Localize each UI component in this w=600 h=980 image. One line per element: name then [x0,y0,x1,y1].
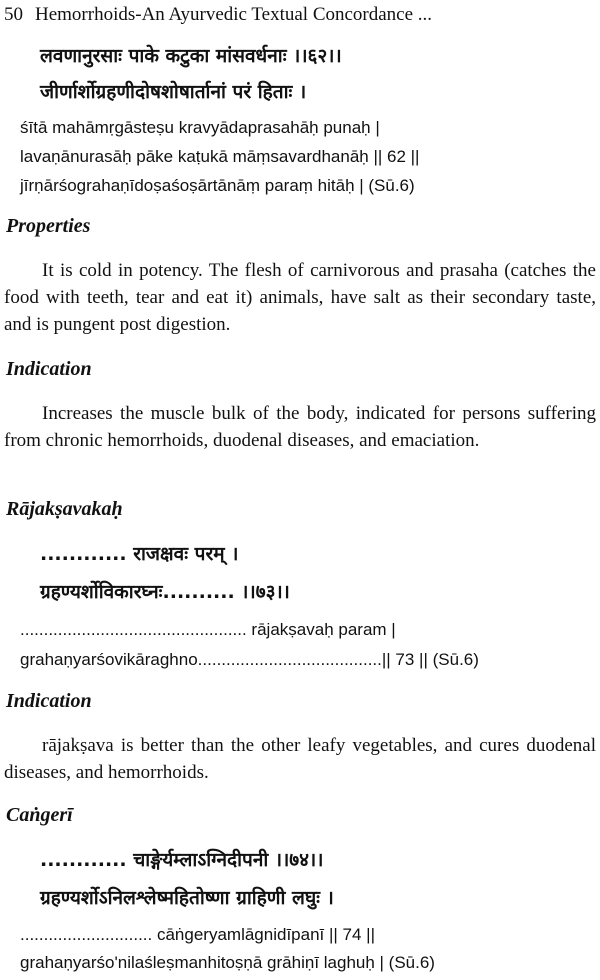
transliteration-line: jīrṇārśograhaṇīdoṣaśoṣārtānāṃ paraṃ hitāḥ | (Sū.6) [20,176,415,195]
transliteration-line: ................................................ rājakṣavaḥ param | [20,620,396,639]
sanskrit-verse-line: जीर्णार्शोग्रहणीदोषशोषार्तानां परं हिताः । [40,81,307,103]
running-title: Hemorrhoids-An Ayurvedic Textual Concordance ... [35,4,433,25]
transliteration-line: grahaṇyarśovikāraghno.......................................|| 73 || (Sū.6) [20,650,479,669]
properties-paragraph: It is cold in potency. The flesh of carnivorous and prasaha (catches the food with teeth, tear and eat it) animals, have salt as their secondary taste, and is pungent post digestion. [4,260,596,335]
section-heading-properties: Properties [6,215,91,237]
running-header [4,4,432,26]
transliteration-line: grahaṇyarśo'nilaśleṣmanhitoṣṇā grāhiṇī laghuḥ | (Sū.6) [20,953,435,972]
section-heading-indication: Indication [6,358,92,380]
section-heading-cangeri: Caṅgerī [6,804,73,826]
sanskrit-verse-line: लवणानुरसाः पाके कटुका मांसवर्धनाः ।।६२।। [40,45,342,67]
sanskrit-verse-line: ............ राजक्षवः परम् । [40,543,239,565]
transliteration-line: ............................ cāṅgeryamlāgnidīpanī || 74 || [20,925,375,944]
page-number: 50 [4,4,23,25]
section-heading-indication: Indication [6,690,92,712]
sanskrit-verse-line: ग्रहण्यर्शोविकारघ्नः.......... ।।७३।। [40,581,290,603]
section-heading-rajaksavakah: Rājakṣavakaḥ [6,498,123,520]
indication-paragraph: Increases the muscle bulk of the body, indicated for persons suffering from chronic hemorrhoids, duodenal diseases, and emaciation. [4,403,596,451]
indication-paragraph: rājakṣava is better than the other leafy vegetables, and cures duodenal diseases, and hemorrhoids. [4,735,596,783]
sanskrit-verse-line: ............ चाङ्गेर्यम्लाऽग्निदीपनी ।।७४।। [40,849,324,871]
transliteration-line: śītā mahāmṛgāsteṣu kravyādaprasahāḥ punaḥ | [20,118,380,137]
sanskrit-verse-line: ग्रहण्यर्शोऽनिलश्लेष्महितोष्णा ग्राहिणी लघुः । [40,887,334,909]
transliteration-line: lavaṇānurasāḥ pāke kaṭukā māṃsavardhanāḥ || 62 || [20,147,420,166]
